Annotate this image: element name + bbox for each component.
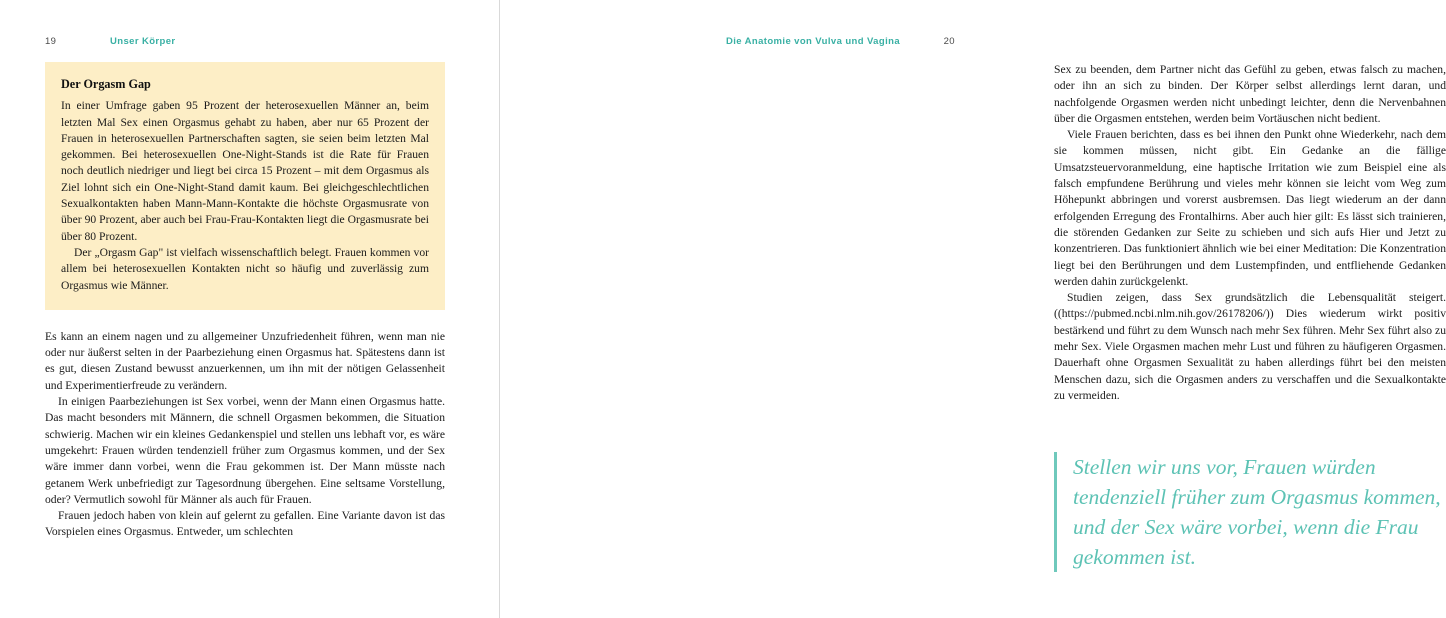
- page-number-left: [45, 36, 56, 47]
- body-paragraph: Frauen jedoch haben von klein auf gelernt zu gefallen. Eine Variante davon ist das Vorspielen eines Orgasmus. Entweder, um schlechten: [45, 509, 445, 539]
- body-paragraph: Sex zu beenden, dem Partner nicht das Gefühl zu geben, etwas falsch zu machen, oder ihn an sich zu binden. Der Körper selbst allerdings lernt daran, und nachfolgende Orgasmen werden nicht unbedingt leichter, denn die Nervenbahnen über die Orgasmen entstehen, werden beim Vortäuschen nicht bedient.: [1054, 63, 1446, 125]
- body-text-right: [1054, 62, 1446, 572]
- running-head-left-label: Unser Körper: [110, 36, 176, 47]
- callout-title: Der Orgasm Gap: [61, 77, 151, 91]
- folio-right: 20: [943, 36, 955, 47]
- body-paragraph: Es kann an einem nagen und zu allgemeiner Unzufriedenheit führen, wenn man nie oder nur äußerst selten in der Paarbeziehung einen Orgasmus hat. Spätestens dann ist es gut, diesen Zustand bewusst anzuerkennen, um ihn mit der nötigen Gelassenheit und Experimentierfreude zu verändern.: [45, 329, 445, 392]
- body-paragraph: Studien zeigen, dass Sex grundsätzlich die Lebensqualität steigert. ((https://pubmed.ncbi.nlm.nih.gov/26178206/)) Dies wiederum wirkt positiv bestärkend und führt zu dem Wunsch nach mehr Sex führen. Mehr Sex führt also zu mehr Sex. Viele Orgasmen machen mehr Lust und führen zu häufigeren Orgasmen. Dauerhaft ohne Orgasmen Sexualität zu haben allerdings führt bei den meisten Menschen dazu, sich die Orgasmen anders zu verschaffen und die Sexualkontakte zu vermeiden.: [1054, 291, 1446, 402]
- callout-box: [45, 62, 445, 310]
- running-head-right: [726, 36, 900, 47]
- body-paragraph: In einigen Paarbeziehungen ist Sex vorbei, wenn der Mann einen Orgasmus hatte. Das macht besonders mit Männern, die schnell Orgasmen bekommen, die Situation schwierig. Machen wir ein kleines Gedankenspiel und stellen uns lebhaft vor, es wäre umgekehrt: Frauen würden tendenziell früher zum Orgasmus kommen, und der Sex wäre immer dann vorbei, wenn die Frau gekommen ist. Der Mann müsste nach getanem Werk unbefriedigt zur Tagesordnung übergehen. Eine seltsame Vorstellung, oder? Vermutlich sowohl für Männer als auch für Frauen.: [45, 395, 445, 506]
- page-right: [500, 0, 1446, 618]
- callout-paragraph: In einer Umfrage gaben 95 Prozent der heterosexuellen Männer an, beim letzten Mal Sex einen Orgasmus gehabt zu haben, aber nur 65 Prozent der Frauen in heterosexuellen Partnerschaften sagten, sie seien beim letzten Mal gekommen. Bei heterosexuellen One-Night-Stands ist die Rate für Frauen noch deutlich niedriger und liegt bei circa 15 Prozent – mit dem Orgasmus als Ziel lohnt sich ein One-Night-Stand damit kaum. Bei gleichgeschlechtlichen Sexualkontakten haben Mann-Mann-Kontakte die höchste Orgasmusrate von über 90 Prozent, aber auch bei Frau-Frau-Kontakten liegt die Orgasmusrate bei über 80 Prozent.: [61, 99, 429, 243]
- body-text-left: [45, 62, 445, 541]
- page-left: [0, 0, 500, 618]
- folio-left: 19: [45, 36, 57, 47]
- callout-paragraph: Der „Orgasm Gap" ist vielfach wissenschaftlich belegt. Frauen kommen vor allem bei heterosexuellen Kontakten nicht so häufig und zuverlässig zum Orgasmus wie Männer.: [61, 245, 429, 292]
- running-head-left: [110, 36, 176, 47]
- running-head-right-label: Die Anatomie von Vulva und Vagina: [725, 36, 900, 47]
- pull-quote: Stellen wir uns vor, Frauen würden tendenziell früher zum Orgasmus kommen, und der Sex wäre vorbei, wenn die Frau gekommen ist.: [1054, 452, 1446, 572]
- body-paragraph: Viele Frauen berichten, dass es bei ihnen den Punkt ohne Wiederkehr, nach dem sie kommen müssen, nicht gibt. Ein Gedanke an die fällige Umsatzsteuervoranmeldung, eine haptische Irritation wie zum Beispiel eine als falsch empfundene Berührung und vieles mehr können sie leicht vom Weg zum Höhepunkt abbringen und vorerst ausbremsen. Das liegt wiederum an der dann erfolgenden Erregung des Frontalhirns. Aber auch hier gilt: Es lässt sich trainieren, die störenden Gedanken zur Seite zu schieben und sich aufs Hier und Jetzt zu konzentrieren. Das funktioniert ähnlich wie bei einer Meditation: Die Konzentration liegt bei den Berührungen und dem Lustempfinden, und entfliehende Gedanken werden dahin zurückgelenkt.: [1054, 128, 1446, 288]
- page-number-right: [944, 36, 955, 47]
